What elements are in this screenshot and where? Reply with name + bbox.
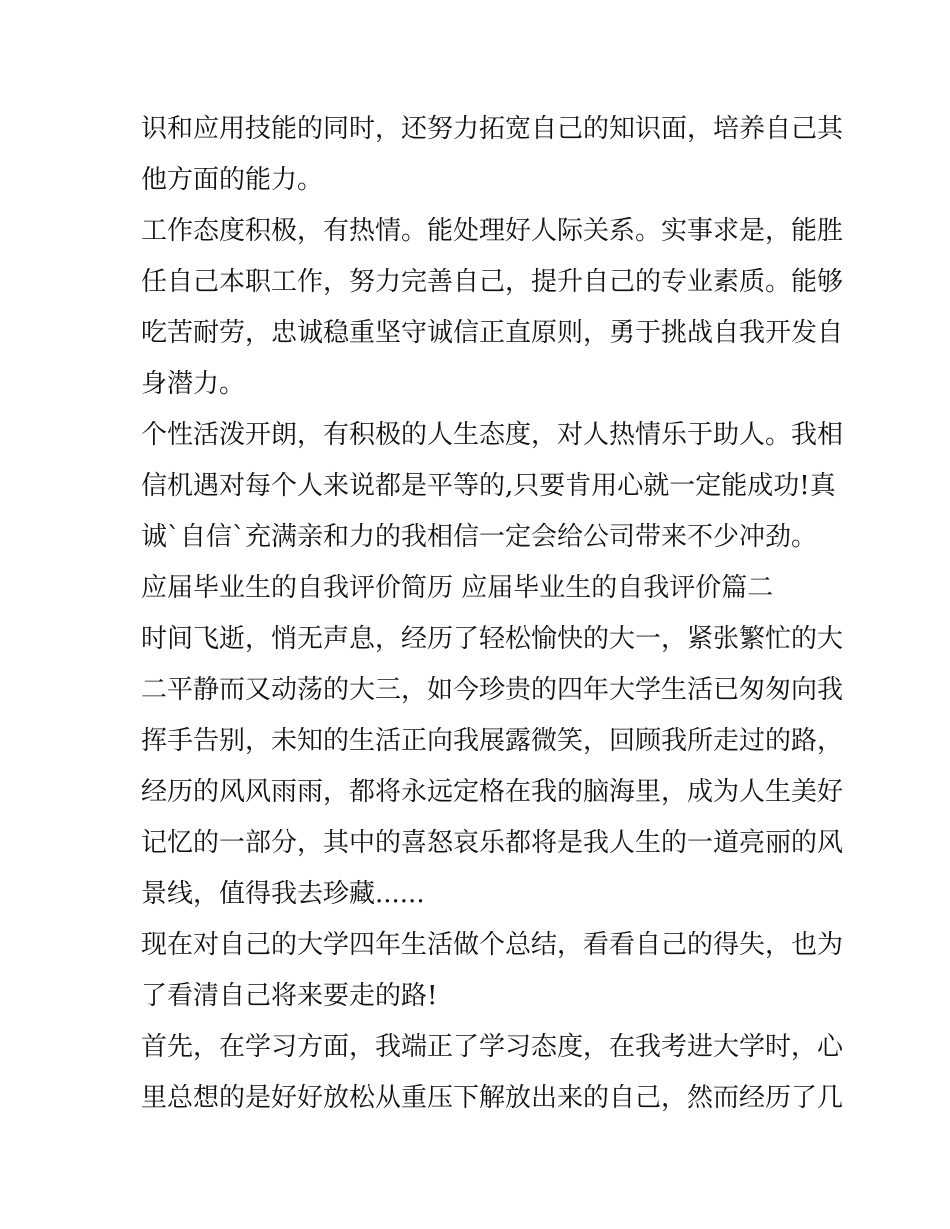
text-line: 工作态度积极，有热情。能处理好人际关系。实事求是，能胜 <box>141 216 844 246</box>
text-line: 经历的风风雨雨，都将永远定格在我的脑海里，成为人生美好 <box>141 777 844 807</box>
text-line: 吃苦耐劳，忠诚稳重坚守诚信正直原则，勇于挑战自我开发自 <box>141 318 844 348</box>
text-line: 里总想的是好好放松从重压下解放出来的自己，然而经历了几 <box>141 1083 844 1113</box>
text-line: 了看清自己将来要走的路! <box>141 981 438 1011</box>
text-line: 现在对自己的大学四年生活做个总结，看看自己的得失，也为 <box>141 930 844 960</box>
text-line: 时间飞逝，悄无声息，经历了轻松愉快的大一，紧张繁忙的大 <box>141 624 844 654</box>
text-line: 诚`自信`充满亲和力的我相信一定会给公司带来不少冲劲。 <box>141 522 818 552</box>
text-line: 挥手告别，未知的生活正向我展露微笑，回顾我所走过的路， <box>141 726 844 756</box>
text-line: 任自己本职工作，努力完善自己，提升自己的专业素质。能够 <box>141 267 844 297</box>
text-line: 身潜力。 <box>141 369 246 399</box>
text-line: 二平静而又动荡的大三，如今珍贵的四年大学生活已匆匆向我 <box>141 675 844 705</box>
document-body <box>141 104 844 1124</box>
text-line: 他方面的能力。 <box>141 165 324 195</box>
text-line: 首先，在学习方面，我端正了学习态度，在我考进大学时，心 <box>141 1032 844 1062</box>
text-line: 信机遇对每个人来说都是平等的,只要肯用心就一定能成功!真 <box>141 471 836 501</box>
text-line: 个性活泼开朗，有积极的人生态度，对人热情乐于助人。我相 <box>141 420 844 450</box>
text-line: 记忆的一部分，其中的喜怒哀乐都将是我人生的一道亮丽的风 <box>141 828 844 858</box>
text-line: 景线，值得我去珍藏...... <box>141 879 425 909</box>
section-heading: 应届毕业生的自我评价简历 应届毕业生的自我评价篇二 <box>141 573 774 603</box>
text-line: 识和应用技能的同时，还努力拓宽自己的知识面，培养自己其 <box>141 114 844 144</box>
